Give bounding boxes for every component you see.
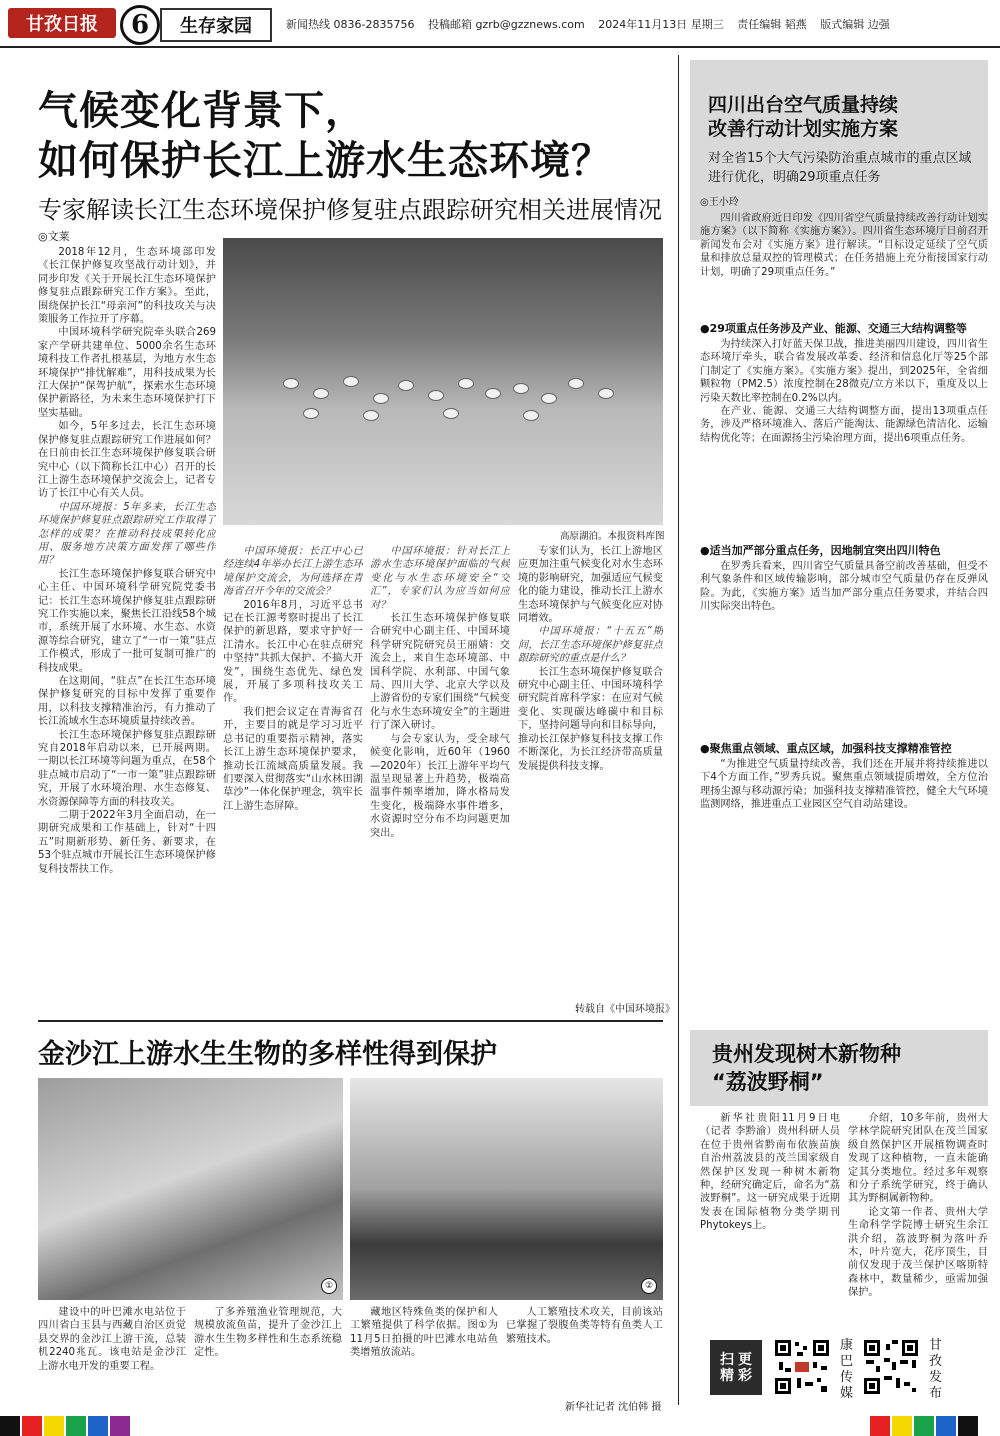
- photo-credit: 新华社记者 沈伯韩 摄: [565, 1402, 662, 1413]
- main-column-3: [370, 545, 510, 1015]
- paragraph: 如今，5年多过去，长江生态环境保护修复驻点跟踪研究工作进展如何？在日前由长江生态环境保护修复联合研究中心（以下简称长江中心）召开的长江上游生态环境保护交流会上，记者专访了长江中心有关人员。: [38, 421, 216, 500]
- hotline: 新闻热线 0836-2835756: [286, 18, 415, 31]
- editor: 责任编辑 韬燕: [737, 18, 807, 31]
- paragraph: 长江生态环境保护修复联合研究中心副主任、中国环境科学研究院研究员王丽婧：交流会上，来自生态环境部、中国科学院、水利部、中国气象局、四川大学、北京大学以及上游省份的专家们围绕“气候变化与水生态环境安全”的主题进行了深入研讨。: [370, 613, 510, 732]
- main-column-2: [223, 545, 363, 1015]
- sichuan-headline-line-2: 改善行动计划实施方案: [708, 118, 899, 140]
- scan-char: 彩: [738, 1367, 752, 1384]
- photo-number: ①: [321, 1278, 337, 1294]
- fish-release-photo: [350, 1078, 663, 1300]
- paragraph: 在这期间，“驻点”在长江生态环境保护修复研究的目标中发挥了重要作用，以科技支撑精准治污，有力推动了长江流域水生态环境质量持续改善。: [38, 676, 216, 728]
- paragraph: 介绍，10多年前，贵州大学林学院研究团队在茂兰国家级自然保护区开展植物调查时发现了这种植物，一直未能确定其分类地位。经过多年观察和分子系统学研究，终于确认其为野桐属新物种。: [848, 1113, 988, 1205]
- paragraph: 藏地区特殊鱼类的保护和人工繁殖提供了科学依据。图①为11月5日拍摄的叶巴滩水电站鱼类增殖放流站。: [350, 1307, 498, 1359]
- main-column-4: [518, 545, 663, 995]
- paragraph: 长江生态环境保护修复联合研究中心副主任、中国环境科学研究院首席科学家：在应对气候变化、实现碳达峰碳中和目标下，坚持问题导向和目标导向，推动长江保护修复科技支撑工作不断深化，为长江经济带高质量发展提供科技支撑。: [518, 666, 663, 772]
- sichuan-subhead-2: ●适当加严部分重点任务，因地制宜突出四川特色: [700, 544, 941, 557]
- newspaper-logo: 甘孜日报: [8, 8, 116, 38]
- paragraph: 二期于2022年3月全面启动，在一期研究成果和工作基础上，针对“十四五”时期新形势、新任务、新要求，在53个驻点城市开展长江生态环境保护修复科技帮扶工作。: [38, 810, 216, 875]
- sichuan-headline-line-1: 四川出台空气质量持续: [708, 94, 899, 116]
- paragraph: 我们把会议定在青海省召开，主要目的就是学习习近平总书记的重要指示精神，落实长江上游生态环境保护要求，推动长江流域高质量发展。我们要深入贯彻落实“山水林田湖草沙”一体化保护理念，筑牢长江上游生态屏障。: [223, 706, 363, 812]
- qr-code-kangba[interactable]: [773, 1338, 831, 1396]
- guizhou-headline: [712, 1040, 982, 1096]
- jinsha-column-4: [506, 1306, 663, 1388]
- section-title: 生存家园: [160, 8, 272, 42]
- main-byline: ◎文莱: [38, 230, 70, 243]
- sichuan-subhead-3: ●聚焦重点领域、重点区域，加强科技支撑精准管控: [700, 742, 952, 755]
- hydropower-station-photo: [38, 1078, 343, 1300]
- qr-label-ganzi: 甘孜发布: [929, 1338, 943, 1401]
- interview-question: 中国环境报：长江中心已经连续4年举办长江上游生态环境保护交流会，为何选择在青海省召开今年的交流会？: [223, 546, 363, 598]
- sichuan-section-1: [700, 338, 988, 534]
- paragraph: 为持续深入打好蓝天保卫战，推进美丽四川建设，四川省生态环境厅牵头，联合省发展改革委、经济和信息化厅等25个部门制定了《实施方案》。《实施方案》提出，到2025年，全省细颗粒物（PM2.5）浓度控制在28微克/立方米以下，重度及以上污染天数比率控制在0.2%以内。: [700, 339, 988, 404]
- paragraph: 人工繁殖技术攻关，目前该站已掌握了裂腹鱼类等特有鱼类人工繁殖技术。: [506, 1307, 663, 1345]
- layout-editor: 版式编辑 边强: [820, 18, 890, 31]
- main-subhead: 专家解读长江生态环境保护修复驻点跟踪研究相关进展情况: [38, 196, 662, 224]
- main-headline: [38, 86, 678, 186]
- scan-label: [710, 1340, 762, 1395]
- guizhou-headline-line-1: 贵州发现树木新物种: [712, 1042, 901, 1066]
- paragraph: 2016年8月，习近平总书记在长江源考察时提出了长江保护的新思路，要求守护好一江清水。长江中心在驻点研究中坚持“共抓大保护、不搞大开发”，围绕生态优先、绿色发展，开展了多项科技攻关工作。: [223, 599, 363, 705]
- sichuan-deck: 对全省15个大气污染防治重点城市的重点区域进行优化，明确29项重点任务: [708, 151, 972, 185]
- paragraph: 新华社贵阳11月9日电（记者 李黔渝）贵州科研人员在位于贵州省黔南布依族苗族自治州荔波县的茂兰国家级自然保护区发现一种树木新物种，经研究确定后，命名为“荔波野桐”。这一研究成果于近期发表在国际植物分类学期刊Phytokeys上。: [700, 1113, 840, 1232]
- headline-line-2: 如何保护长江上游水生态环境？: [38, 138, 612, 184]
- qr-label-kangba: 康巴传媒: [840, 1338, 854, 1401]
- paragraph: “为推进空气质量持续改善，我们还在开展并将持续推进以下4个方面工作，”罗秀兵说。聚焦重点领域提质增效，全方位治理扬尘源与移动源污染；加强科技支撑精准管控，健全大气环境监测网络，推进重点工业园区空气自动站建设。: [700, 759, 988, 811]
- paragraph: 四川省政府近日印发《四川省空气质量持续改善行动计划实施方案》（以下简称《实施方案》）。四川省生态环境厅日前召开新闻发布会对《实施方案》进行解读。“目标设定延续了空气质量和排放总量双控的管理模式；在任务措施上充分衔接国家行动计划，明确了29项重点任务。”: [700, 213, 988, 278]
- paragraph: 在产业、能源、交通三大结构调整方面，提出13项重点任务，涉及严格环境准入、落后产能淘汰、能源绿色清洁化、运输结构优化等；在面源扬尘污染治理方面，提出6项重点任务。: [700, 406, 988, 444]
- paragraph: 建设中的叶巴滩水电站位于四川省白玉县与西藏自治区贡觉县交界的金沙江上游干流，总装机2240兆瓦。该电站是金沙江上游水电开发的重要工程。: [38, 1307, 186, 1372]
- lake-photo: [223, 238, 663, 525]
- sichuan-section-3: [700, 758, 988, 1020]
- page-number: 6: [120, 5, 160, 45]
- color-calibration-bar: [0, 1416, 1000, 1436]
- scan-char: 更: [738, 1351, 752, 1368]
- email: 投稿邮箱 gzrb@gzznews.com: [427, 18, 585, 31]
- scan-char: 扫: [720, 1351, 734, 1368]
- guizhou-column-1: [700, 1112, 840, 1332]
- paragraph: 论文第一作者、贵州大学生命科学学院博士研究生余江洪介绍，荔波野桐为落叶乔木，叶片宽大，花序顶生，目前仅发现于茂兰保护区喀斯特森林中，数量稀少，亟需加强保护。: [848, 1206, 988, 1299]
- divider: [38, 1020, 663, 1022]
- jinsha-column-1: [38, 1306, 186, 1406]
- source-credit: 转载自《中国环境报》: [575, 1004, 675, 1015]
- jinsha-column-3: [350, 1306, 498, 1406]
- paragraph: 2018年12月，生态环境部印发《长江保护修复攻坚战行动计划》，并同步印发《关于开展长江生态环境保护修复驻点跟踪研究工作方案》。至此，围绕保护长江“母亲河”的科技攻关与决策服务工作拉开了序幕。: [38, 247, 216, 326]
- interview-question: 中国环境报：针对长江上游水生态环境保护面临的气候变化与水生态环境安全“交汇”，专家们认为应当如何应对？: [370, 546, 510, 611]
- headline-line-1: 气候变化背景下，: [38, 88, 366, 134]
- jinsha-column-2: [194, 1306, 342, 1406]
- paragraph: 与会专家认为，受全球气候变化影响，近60年（1960—2020年）长江上游年平均气温呈现显著上升趋势，极端高温事件频率增加，降水格局发生变化，极端降水事件增多，水资源时空分布不均问题更加突出。: [370, 733, 510, 839]
- qr-code-ganzi[interactable]: [862, 1338, 920, 1396]
- interview-question: 中国环境报：5年多来，长江生态环境保护修复驻点跟踪研究工作取得了怎样的成果？在推动科技成果转化应用、服务地方决策方面发挥了哪些作用？: [38, 501, 216, 567]
- date: 2024年11月13日 星期三: [598, 18, 724, 31]
- sichuan-byline: ◎王小玲: [700, 197, 739, 208]
- scan-char: 精: [720, 1367, 734, 1384]
- masthead-meta: [286, 16, 900, 32]
- paragraph: 长江生态环境保护修复联合研究中心主任、中国环境科学研究院党委书记：长江生态环境保护修复驻点跟踪研究工作实施以来，聚焦长江沿线58个城市，系统开展了水环境、水生态、水资源等综合研究，建立了“一市一策”驻点工作模式，形成了一批可复制可推广的科技成果。: [38, 568, 216, 674]
- photo-number: ②: [641, 1278, 657, 1294]
- column-divider: [678, 55, 679, 1405]
- main-column-1: [38, 246, 216, 1026]
- sichuan-section-2: [700, 560, 988, 732]
- paragraph: 长江生态环境保护修复驻点跟踪研究自2018年启动以来，已开展两期。一期以长江环境等问题为重点，在58个驻点城市启动了“一市一策”驻点跟踪研究，开展了水环境治理、水生态修复、水资源保障等方面的科技攻关。: [38, 729, 216, 808]
- masthead: [0, 0, 1000, 48]
- guizhou-headline-line-2: “荔波野桐”: [712, 1070, 824, 1094]
- paragraph: 中国环境科学研究院牵头联合269家产学研共建单位、5000余名生态环境科技工作者扎根基层，为地方水生态环境保护“排忧解难”，用科技成果为长江大保护“保驾护航”，探索水生态环境保护新路径，为未来生态环境保护打下坚实基础。: [38, 327, 216, 419]
- paragraph: 了多养殖渔业管理规范，大规模放流鱼苗，提升了金沙江上游水生生物多样性和生态系统稳定性。: [194, 1307, 342, 1359]
- paragraph: 在罗秀兵看来，四川省空气质量具备空前改善基础，但受不利气象条件和区域传输影响，部分城市空气质量仍存在反弹风险。为此，《实施方案》适当加严部分重点任务要求，并结合四川实际突出特色。: [700, 561, 988, 613]
- interview-question: 中国环境报：“十五五”期间，长江生态环境保护修复驻点跟踪研究的重点是什么？: [518, 626, 663, 665]
- sichuan-subhead-1: ●29项重点任务涉及产业、能源、交通三大结构调整等: [700, 322, 967, 335]
- jinsha-headline: 金沙江上游水生生物的多样性得到保护: [38, 1039, 497, 1070]
- photo-caption: 高原湖泊。本报资料库图: [560, 531, 665, 542]
- sichuan-intro: [700, 212, 988, 314]
- sichuan-headline: [708, 93, 978, 141]
- paragraph: 专家们认为，长江上游地区应更加注重气候变化对水生态环境的影响研究，加强适应气候变化的能力建设，推动长江上游水生态环境保护与气候变化应对协同增效。: [518, 546, 663, 625]
